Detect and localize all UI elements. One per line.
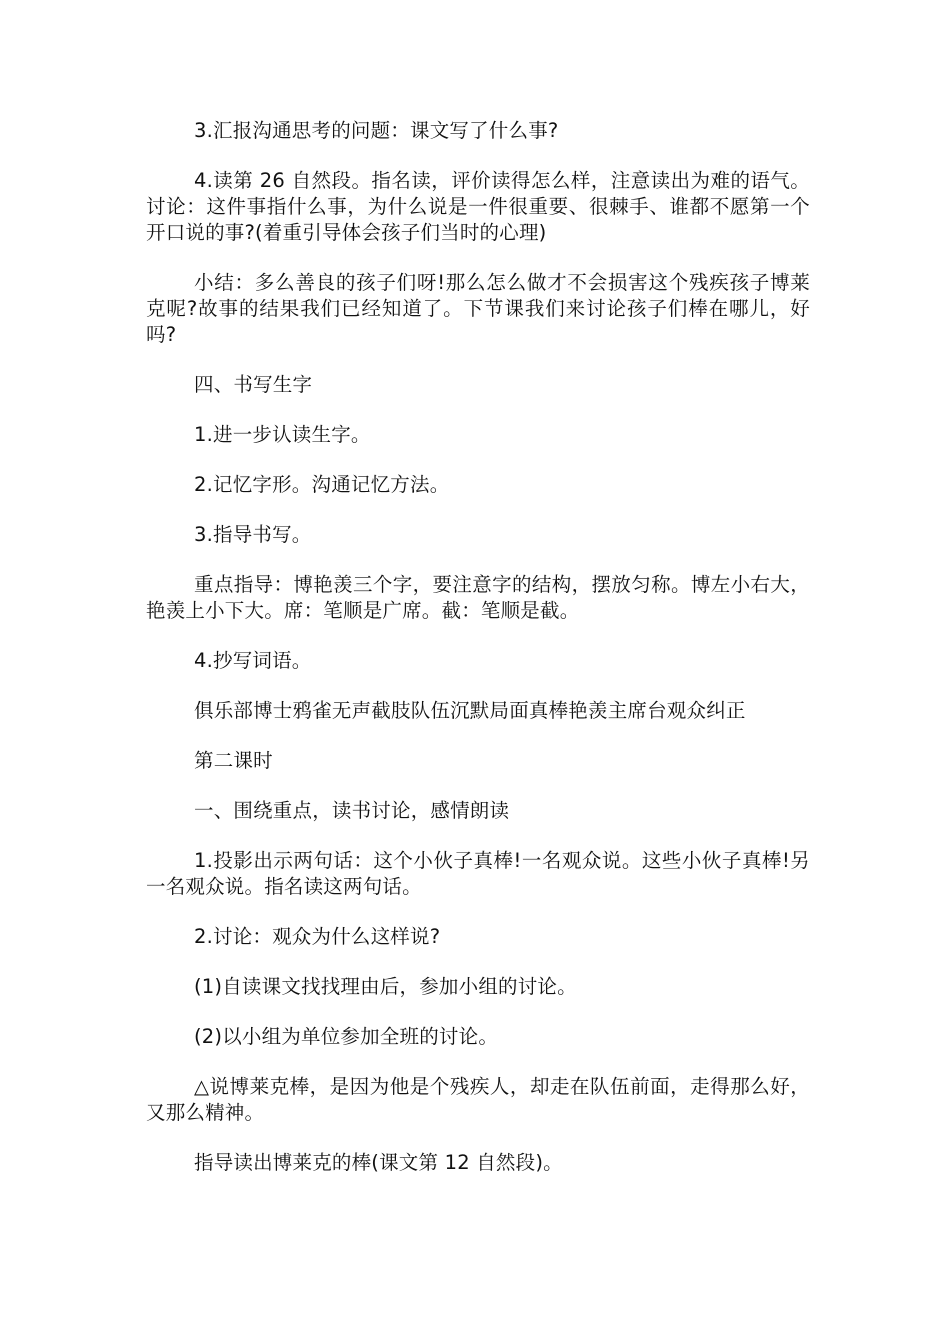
paragraph: (2)以小组为单位参加全班的讨论。 bbox=[194, 1025, 499, 1048]
paragraph: 2.讨论：观众为什么这样说? bbox=[194, 925, 441, 948]
paragraph: 小结：多么善良的孩子们呀!那么怎么做才不会损害这个残疾孩子博莱克呢?故事的结果我们已经知道了。下节课我们来讨论孩子们棒在哪儿，好吗? bbox=[146, 271, 810, 346]
paragraph: △说博莱克棒，是因为他是个残疾人，却走在队伍前面，走得那么好，又那么精神。 bbox=[146, 1075, 810, 1124]
paragraph: 1.进一步认读生字。 bbox=[194, 423, 371, 446]
paragraph: 指导读出博莱克的棒(课文第 12 自然段)。 bbox=[194, 1151, 563, 1174]
section-heading: 一、围绕重点，读书讨论，感情朗读 bbox=[194, 799, 510, 822]
paragraph: 2.记忆字形。沟通记忆方法。 bbox=[194, 473, 450, 496]
lesson-heading: 第二课时 bbox=[194, 749, 273, 772]
paragraph: 3.指导书写。 bbox=[194, 523, 312, 546]
section-heading: 四、书写生字 bbox=[194, 373, 313, 396]
paragraph: 4.抄写词语。 bbox=[194, 649, 312, 672]
paragraph: 重点指导：博艳羡三个字，要注意字的结构，摆放匀称。博左小右大，艳羡上小下大。席：笔顺是广席。截：笔顺是截。 bbox=[146, 573, 810, 622]
paragraph: 4.读第 26 自然段。指名读，评价读得怎么样，注意读出为难的语气。讨论：这件事指什么事，为什么说是一件很重要、很棘手、谁都不愿第一个开口说的事?(着重引导体会孩子们当时的心理) bbox=[146, 169, 810, 244]
paragraph: 3.汇报沟通思考的问题：课文写了什么事? bbox=[194, 119, 559, 142]
document-body bbox=[146, 118, 810, 1200]
paragraph: (1)自读课文找找理由后，参加小组的讨论。 bbox=[194, 975, 577, 998]
vocabulary-list: 俱乐部博士鸦雀无声截肢队伍沉默局面真棒艳羡主席台观众纠正 bbox=[194, 699, 746, 722]
paragraph: 1.投影出示两句话：这个小伙子真棒!一名观众说。这些小伙子真棒!另一名观众说。指名读这两句话。 bbox=[146, 849, 810, 898]
